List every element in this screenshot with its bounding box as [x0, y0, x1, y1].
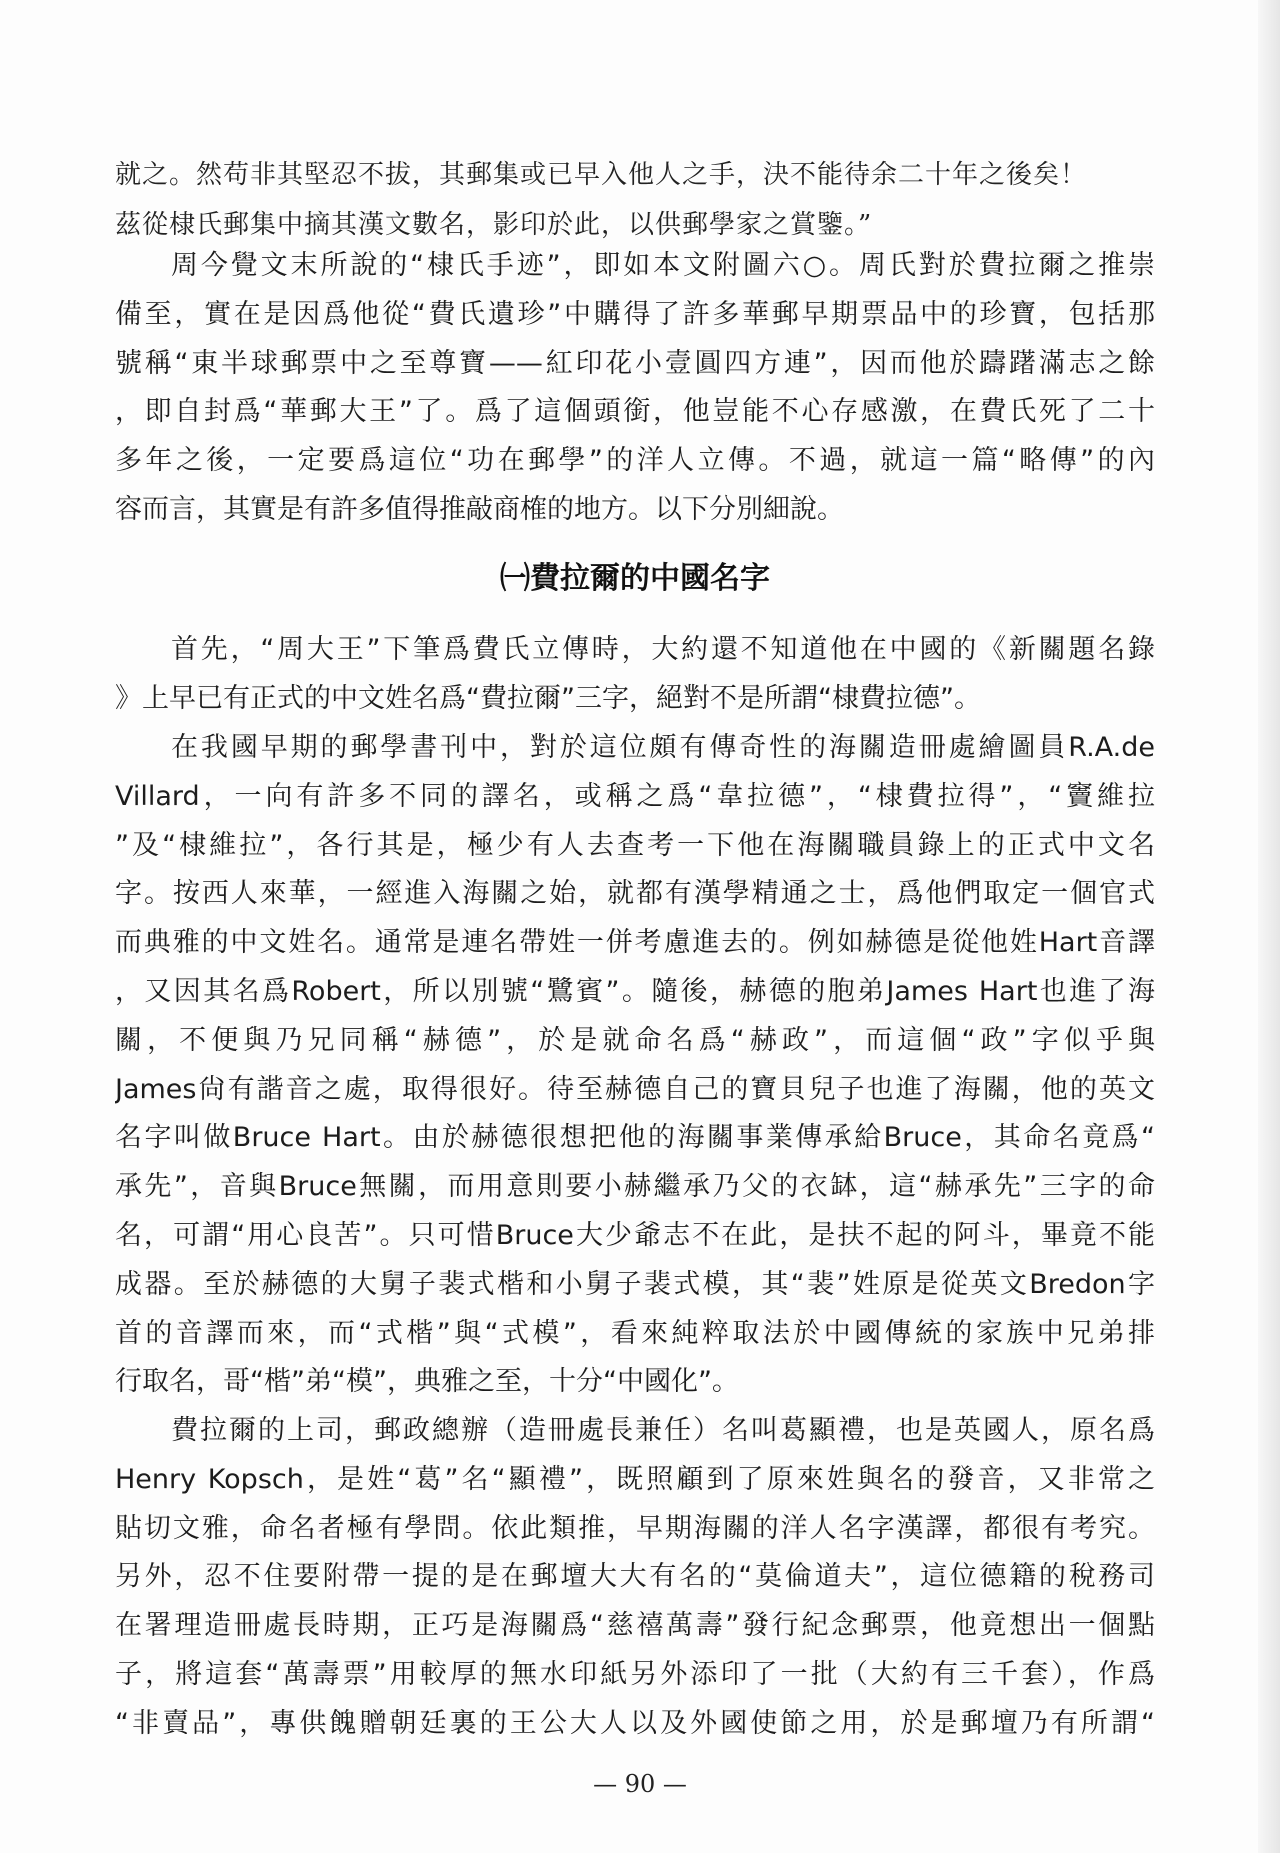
quote-line: 茲從棣氏郵集中摘其漢文數名，影印於此，以供郵學家之賞鑒。” [115, 210, 873, 240]
text-line: “非賣品”，專供餽贈朝廷裏的王公大人以及外國使節之用，於是郵壇乃有所謂“ [115, 1707, 1155, 1739]
text-line: 子，將這套“萬壽票”用較厚的無水印紙另外添印了一批（大約有三千套），作爲 [115, 1658, 1155, 1690]
text-line: 備至，實在是因爲他從“費氏遺珍”中購得了許多華郵早期票品中的珍寶，包括那 [115, 298, 1155, 330]
text-line: Villard，一向有許多不同的譯名，或稱之爲“韋拉德”，“棣費拉得”，“竇維拉 [115, 780, 1155, 812]
text-line: 貼切文雅，命名者極有學問。依此類推，早期海關的洋人名字漢譯，都很有考究。 [115, 1512, 1155, 1544]
text-line: 費拉爾的上司，郵政總辦（造冊處長兼任）名叫葛顯禮，也是英國人，原名爲 [171, 1415, 1155, 1446]
text-line: 號稱“東半球郵票中之至尊寶——紅印花小壹圓四方連”，因而他於躊躇滿志之餘 [115, 347, 1155, 379]
text-line: ，又因其名爲Robert，所以別號“鷺賓”。隨後，赫德的胞弟James Hart也進了海 [115, 975, 1155, 1007]
scan-edge-shadow [1258, 0, 1280, 1853]
text-line: 字。按西人來華，一經進入海關之始，就都有漢學精通之士，爲他們取定一個官式 [115, 878, 1155, 910]
page-number: — 90 — [593, 1770, 687, 1798]
quote-line: 就之。然苟非其堅忍不拔，其郵集或已早入他人之手，決不能待余二十年之後矣！ [115, 160, 1088, 190]
text-line: 首先，“周大王”下筆爲費氏立傳時，大約還不知道他在中國的《新關題名錄 [171, 634, 1155, 665]
text-line: 周今覺文末所說的“棣氏手迹”，即如本文附圖六○。周氏對於費拉爾之推崇 [171, 250, 1155, 281]
paragraph-4 [115, 1407, 1155, 1749]
text-line: ，即自封爲“華郵大王”了。爲了這個頭銜，他豈能不心存感激，在費氏死了二十 [115, 396, 1155, 428]
quote-block [115, 150, 1155, 250]
text-line: 首的音譯而來，而“式楷”與“式模”，看來純粹取法於中國傳統的家族中兄弟排 [115, 1317, 1155, 1349]
text-line: 名字叫做Bruce Hart。由於赫德很想把他的海關事業傳承給Bruce，其命名竟爲“ [115, 1122, 1155, 1154]
text-line: 容而言，其實是有許多值得推敲商榷的地方。以下分別細說。 [115, 493, 844, 525]
text-line: ”及“棣維拉”，各行其是，極少有人去查考一下他在海關職員錄上的正式中文名 [115, 829, 1155, 861]
text-line: 行取名，哥“楷”弟“模”，典雅之至，十分“中國化”。 [115, 1366, 739, 1398]
text-line: Henry Kopsch，是姓“葛”名“顯禮”，既照顧到了原來姓與名的發音，又非常之 [115, 1463, 1155, 1495]
text-line: 承先”，音與Bruce無關，而用意則要小赫繼承乃父的衣缽，這“赫承先”三字的命 [115, 1171, 1155, 1203]
text-line: 多年之後，一定要爲這位“功在郵學”的洋人立傳。不過，就這一篇“略傳”的內 [115, 445, 1155, 477]
section-heading: ㈠費拉爾的中國名字 [500, 561, 770, 596]
text-line: 成器。至於赫德的大舅子裴式楷和小舅子裴式模，其“裴”姓原是從英文Bredon字 [115, 1268, 1155, 1300]
paragraph-3 [115, 724, 1155, 1407]
text-line: 》上早已有正式的中文姓名爲“費拉爾”三字，絕對不是所謂“棣費拉德”。 [115, 682, 981, 714]
text-line: 關，不便與乃兄同稱“赫德”，於是就命名爲“赫政”，而這個“政”字似乎與 [115, 1024, 1155, 1056]
text-line: 而典雅的中文姓名。通常是連名帶姓一併考慮進去的。例如赫德是從他姓Hart音譯 [115, 927, 1155, 959]
paragraph-1 [115, 242, 1155, 535]
text-line: 在我國早期的郵學書刊中，對於這位頗有傳奇性的海關造冊處繪圖員R.A.de [171, 732, 1155, 763]
text-line: 名，可謂“用心良苦”。只可惜Bruce大少爺志不在此，是扶不起的阿斗，畢竟不能 [115, 1219, 1155, 1251]
text-line: 另外，忍不住要附帶一提的是在郵壇大大有名的“莫倫道夫”，這位德籍的稅務司 [115, 1561, 1155, 1593]
text-line: 在署理造冊處長時期，正巧是海關爲“慈禧萬壽”發行紀念郵票，他竟想出一個點 [115, 1610, 1155, 1642]
text-line: James尙有諧音之處，取得很好。待至赫德自己的寶貝兒子也進了海關，他的英文 [115, 1073, 1155, 1105]
paragraph-2 [115, 626, 1155, 724]
